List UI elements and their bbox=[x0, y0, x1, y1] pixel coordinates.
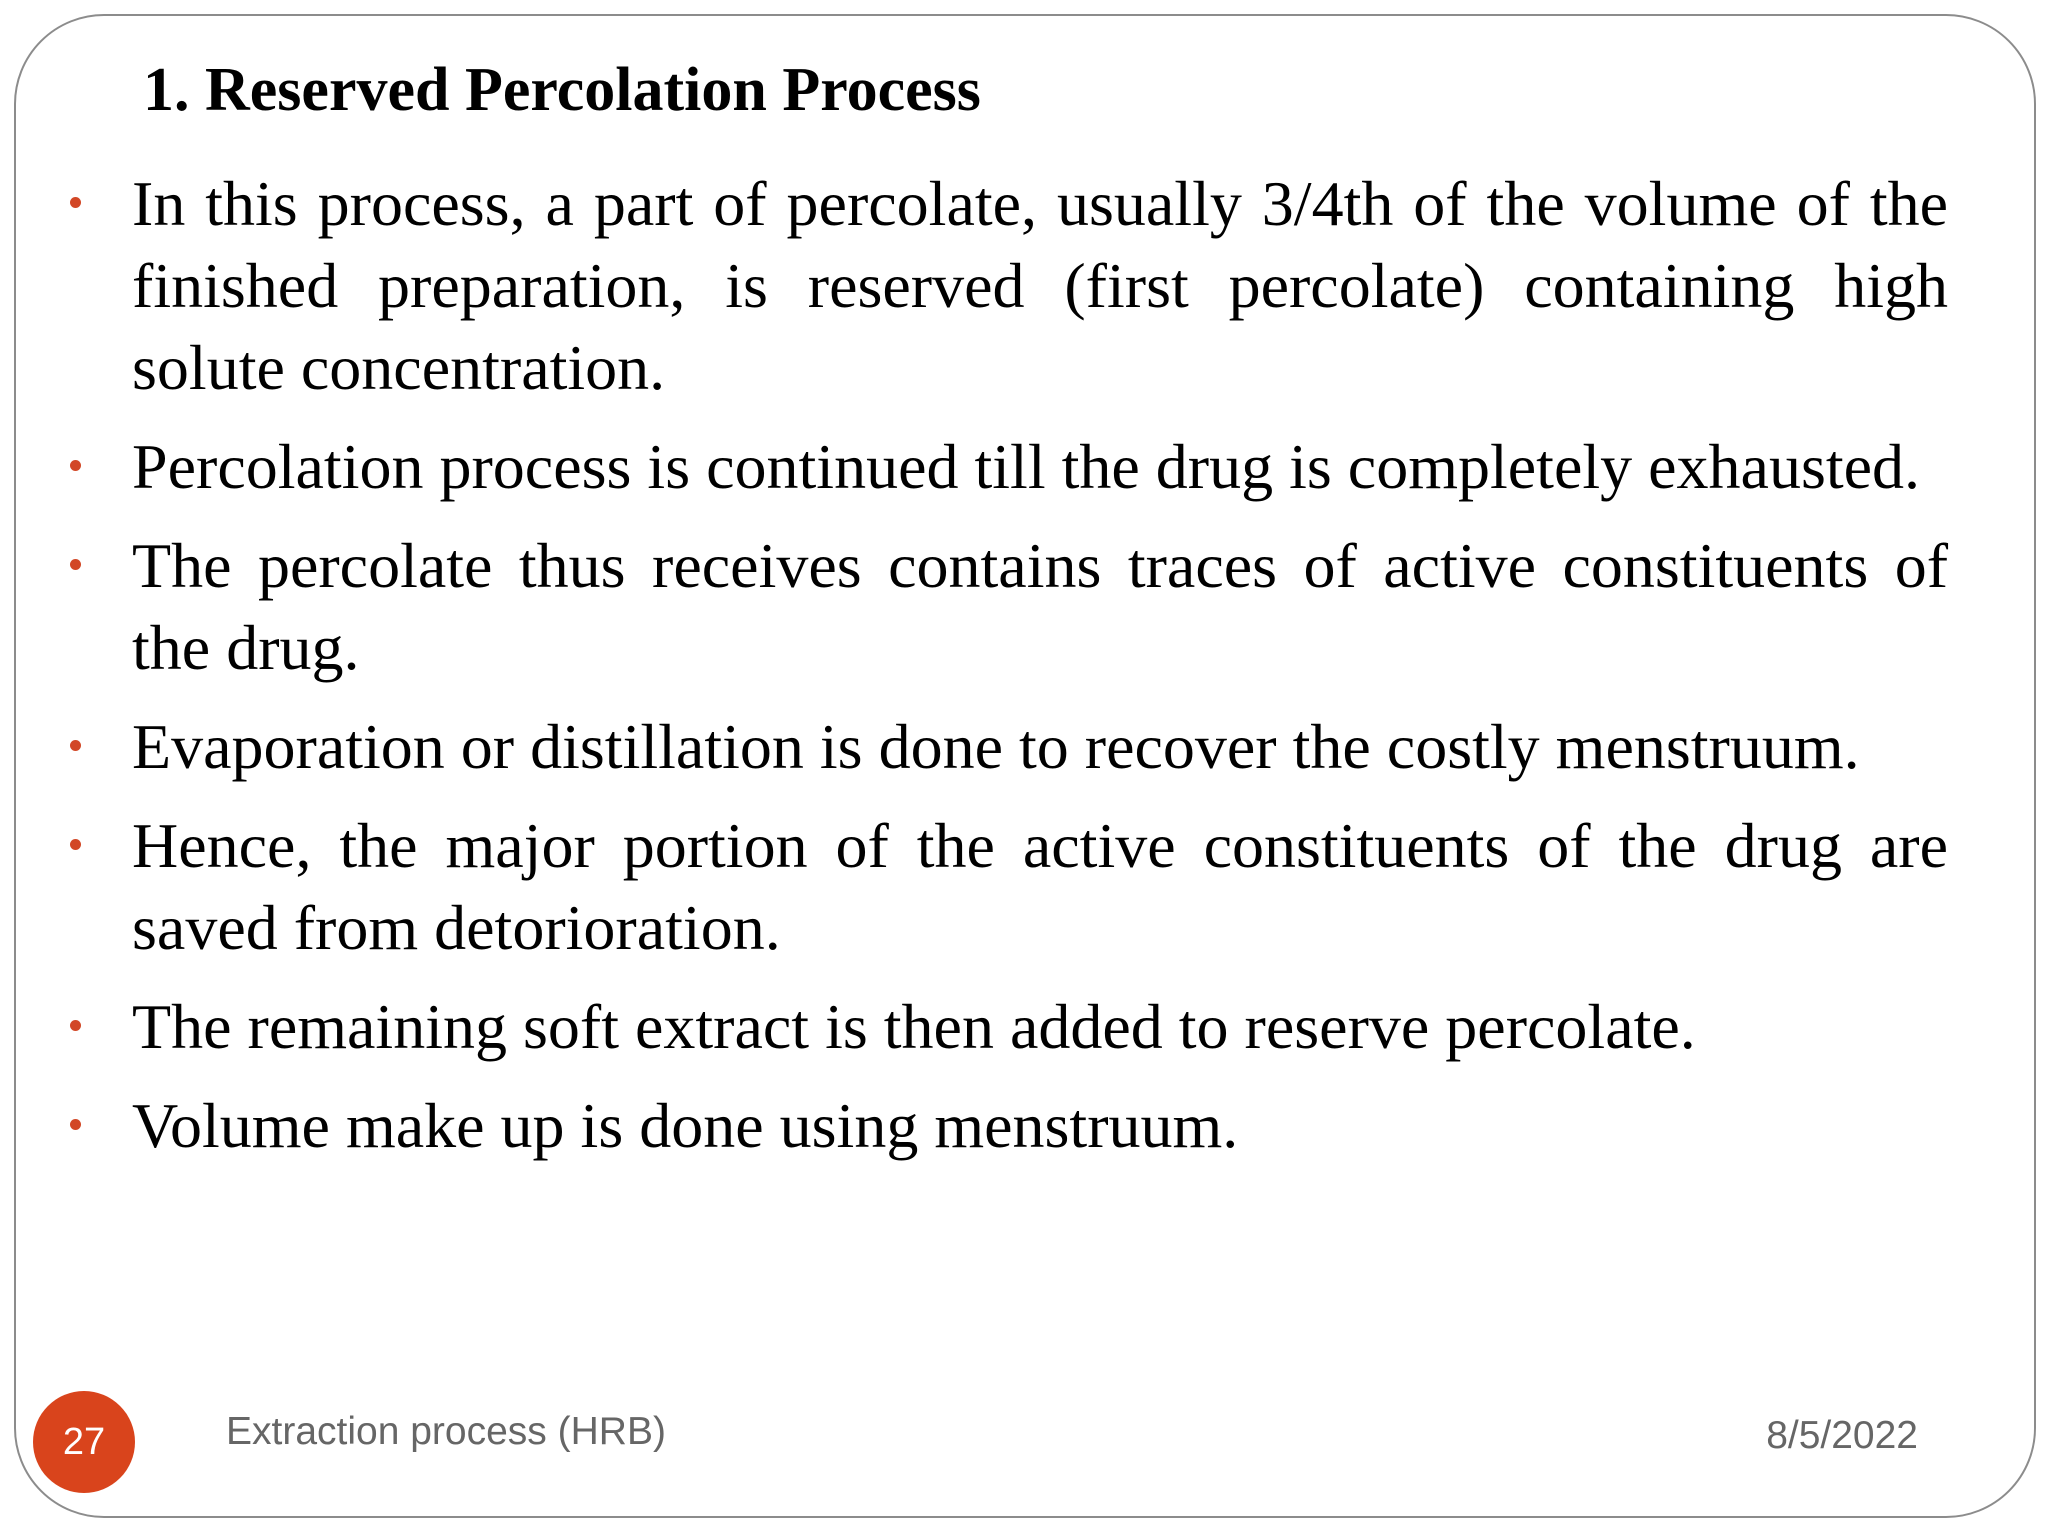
bullet-item bbox=[66, 426, 1948, 508]
bullet-text: Percolation process is continued till the drug is completely exhausted. bbox=[132, 431, 1921, 502]
bullet-text: The percolate thus receives contains traces of active constituents of the drug. bbox=[132, 530, 1948, 683]
bullet-item bbox=[66, 706, 1948, 788]
bullet-item bbox=[66, 163, 1948, 409]
bullet-text: In this process, a part of percolate, usually 3/4th of the volume of the finished preparation, is reserved (first percolate) containing high solute concentration. bbox=[132, 168, 1948, 403]
bullet-dot-icon bbox=[70, 1020, 81, 1031]
bullet-dot-icon bbox=[70, 460, 81, 471]
bullet-item bbox=[66, 1085, 1948, 1167]
bullet-text: Evaporation or distillation is done to recover the costly menstruum. bbox=[132, 711, 1860, 782]
slide-title: 1. Reserved Percolation Process bbox=[143, 56, 981, 124]
bullet-dot-icon bbox=[70, 197, 81, 208]
bullet-text: Volume make up is done using menstruum. bbox=[132, 1090, 1239, 1161]
bullet-dot-icon bbox=[70, 1119, 81, 1130]
footer-date: 8/5/2022 bbox=[1766, 1414, 1918, 1457]
bullet-item bbox=[66, 525, 1948, 689]
bullet-dot-icon bbox=[70, 740, 81, 751]
slide-number-badge: 27 bbox=[33, 1391, 135, 1493]
bullet-list bbox=[66, 163, 1948, 1184]
bullet-text: Hence, the major portion of the active constituents of the drug are saved from detorioration. bbox=[132, 810, 1948, 963]
footer-text: Extraction process (HRB) bbox=[226, 1410, 666, 1453]
bullet-item bbox=[66, 986, 1948, 1068]
bullet-text: The remaining soft extract is then added to reserve percolate. bbox=[132, 991, 1696, 1062]
bullet-dot-icon bbox=[70, 559, 81, 570]
bullet-item bbox=[66, 805, 1948, 969]
bullet-dot-icon bbox=[70, 839, 81, 850]
